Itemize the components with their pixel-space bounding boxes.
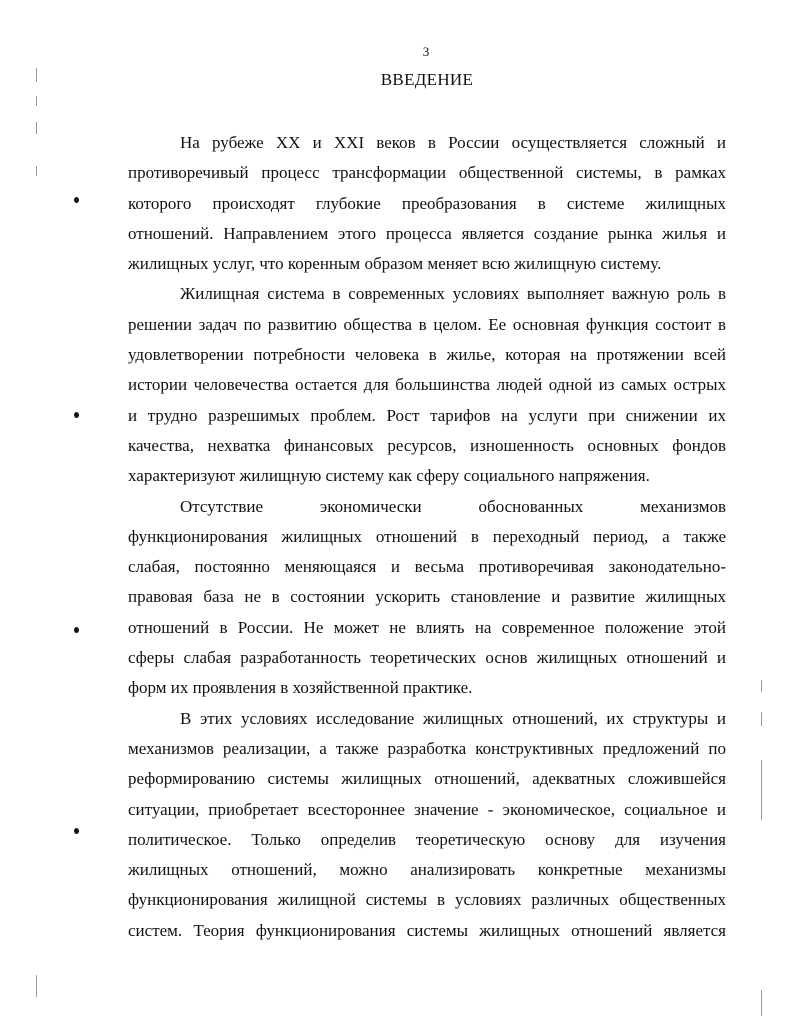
paragraph-line: сферы слабая разработанность теоретических основ жилищных отношений и [128, 648, 726, 668]
paragraph-line: правовая база не в состоянии ускорить становление и развитие жилищных [128, 587, 726, 607]
page-title: ВВЕДЕНИЕ [380, 70, 474, 89]
paragraph-line: механизмов реализации, а также разработка конструктивных предложений по [128, 738, 726, 758]
paragraph-line: решении задач по развитию общества в целом. Ее основная функция состоит в [128, 314, 726, 334]
scan-artifact [761, 712, 762, 726]
paragraph-line: истории человечества остается для большинства людей одной из самых острых [128, 375, 726, 395]
paragraph-line: ситуации, приобретает всестороннее значение - экономическое, социальное и [128, 799, 726, 819]
paragraph-line: функционирования жилищных отношений в переходный период, а также [128, 526, 726, 546]
scan-artifact [761, 760, 762, 820]
paragraph-line: функционирования жилищной системы в условиях различных общественных [128, 890, 726, 910]
scan-artifact [36, 68, 37, 82]
paragraph-line: Жилищная система в современных условиях выполняет важную роль в [180, 284, 726, 304]
scan-artifact [761, 680, 762, 692]
paragraph-line: жилищных услуг, что коренным образом меняет всю жилищную систему. [128, 254, 662, 274]
page-number: 3 [422, 44, 430, 59]
paragraph-line: которого происходят глубокие преобразования в системе жилищных [128, 193, 726, 213]
scan-artifact [761, 990, 762, 1016]
paragraph-line: качества, нехватка финансовых ресурсов, изношенность основных фондов [128, 435, 726, 455]
paragraph-line: отношений в России. Не может не влиять на современное положение этой [128, 617, 726, 637]
paragraph-line: Отсутствие экономически обоснованных механизмов [180, 496, 726, 516]
binder-hole-mark [74, 412, 79, 418]
paragraph-line: форм их проявления в хозяйственной практике. [128, 678, 473, 698]
scan-artifact [36, 122, 37, 134]
binder-hole-mark [74, 828, 79, 834]
paragraph-3 [128, 492, 726, 704]
paragraph-line: и трудно разрешимых проблем. Рост тарифов на услуги при снижении их [128, 405, 726, 425]
paragraph-line: слабая, постоянно меняющаяся и весьма противоречивая законодательно- [128, 557, 726, 577]
scan-artifact [36, 166, 37, 176]
paragraph-line: систем. Теория функционирования системы жилищных отношений является [128, 920, 726, 940]
paragraph-line: жилищных отношений, можно анализировать конкретные механизмы [128, 860, 726, 880]
body-text [128, 128, 726, 946]
paragraph-line: противоречивый процесс трансформации общественной системы, в рамках [128, 163, 726, 183]
paragraph-1 [128, 128, 726, 279]
paragraph-line: На рубеже XX и XXI веков в России осуществляется сложный и [180, 133, 726, 152]
paragraph-4 [128, 704, 726, 946]
paragraph-2 [128, 279, 726, 491]
binder-hole-mark [74, 627, 79, 633]
paragraph-line: В этих условиях исследование жилищных отношений, их структуры и [180, 708, 726, 728]
paragraph-line: характеризуют жилищную систему как сферу социального напряжения. [128, 466, 650, 486]
scan-artifact [36, 96, 37, 106]
paragraph-line: политическое. Только определив теоретическую основу для изучения [128, 829, 726, 849]
scan-artifact [36, 975, 37, 997]
paragraph-line: реформированию системы жилищных отношений, адекватных сложившейся [128, 769, 726, 789]
paragraph-line: отношений. Направлением этого процесса является создание рынка жилья и [128, 223, 726, 243]
binder-hole-mark [74, 197, 79, 203]
paragraph-line: удовлетворении потребности человека в жилье, которая на протяжении всей [128, 345, 726, 365]
